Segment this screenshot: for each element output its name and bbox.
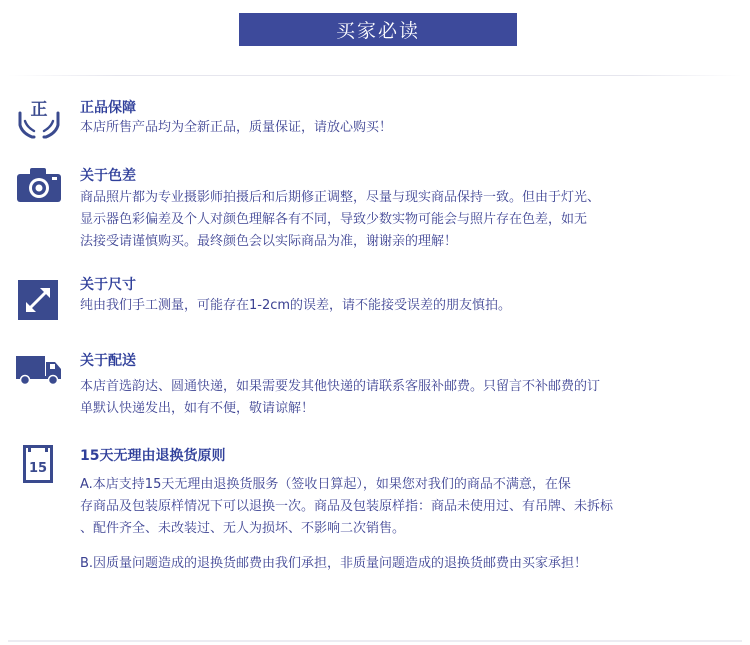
body-line: 单默认快递发出，如有不便，敬请谅解！ (80, 401, 315, 416)
body-line: 本店所售产品均为全新正品，质量保证，请放心购买！ (80, 120, 393, 135)
body-line: 商品照片都为专业摄影师拍摄后和后期修正调整，尽量与现实商品保持一致。但由于灯光、 (80, 190, 601, 205)
section-heading: 关于色差 (80, 168, 136, 184)
body-line: 纯由我们手工测量，可能存在1-2cm的误差，请不能接受误差的朋友慎拍。 (80, 298, 512, 313)
section-heading: 正品保障 (80, 100, 136, 116)
calendar-icon (22, 444, 72, 490)
section-body (80, 117, 720, 139)
authentic-char: 正 (30, 100, 48, 120)
page-title: 买家必读 (239, 13, 517, 46)
body-line: A.本店支持15天无理由退换货服务（签收日算起），如果您对我们的商品不满意，在保 (80, 477, 571, 492)
body-line: 、配件齐全、未改装过、无人为损坏、不影响二次销售。 (80, 521, 406, 536)
section-body (80, 376, 720, 420)
section-body (80, 187, 720, 253)
body-line: 法接受请谨慎购买。最终颜色会以实际商品为准，谢谢亲的理解！ (80, 234, 458, 249)
body-line: B.因质量问题造成的退换货邮费由我们承担，非质量问题造成的退换货邮费由买家承担！ (80, 556, 588, 571)
divider-top (8, 75, 742, 76)
section-body-a (80, 474, 730, 540)
section-heading: 关于尺寸 (80, 277, 136, 293)
body-line: 本店首选韵达、圆通快递，如果需要发其他快递的请联系客服补邮费。只留言不补邮费的订 (80, 379, 601, 394)
camera-icon (14, 165, 64, 211)
section-body (80, 295, 720, 317)
divider-bottom (8, 640, 742, 642)
body-line: 显示器色彩偏差及个人对颜色理解各有不同，导致少数实物可能会与照片存在色差，如无 (80, 212, 588, 227)
section-heading: 15天无理由退换货原则 (80, 448, 226, 464)
section-heading: 关于配送 (80, 353, 136, 369)
authentic-hands-icon (14, 95, 64, 141)
section-body-b (80, 553, 730, 575)
calendar-number: 15 (28, 461, 48, 476)
resize-arrow-icon (17, 279, 67, 325)
body-line: 存商品及包装原样情况下可以退换一次。商品及包装原样指：商品未使用过、有吊牌、未拆标 (80, 499, 614, 514)
truck-icon (14, 353, 64, 399)
